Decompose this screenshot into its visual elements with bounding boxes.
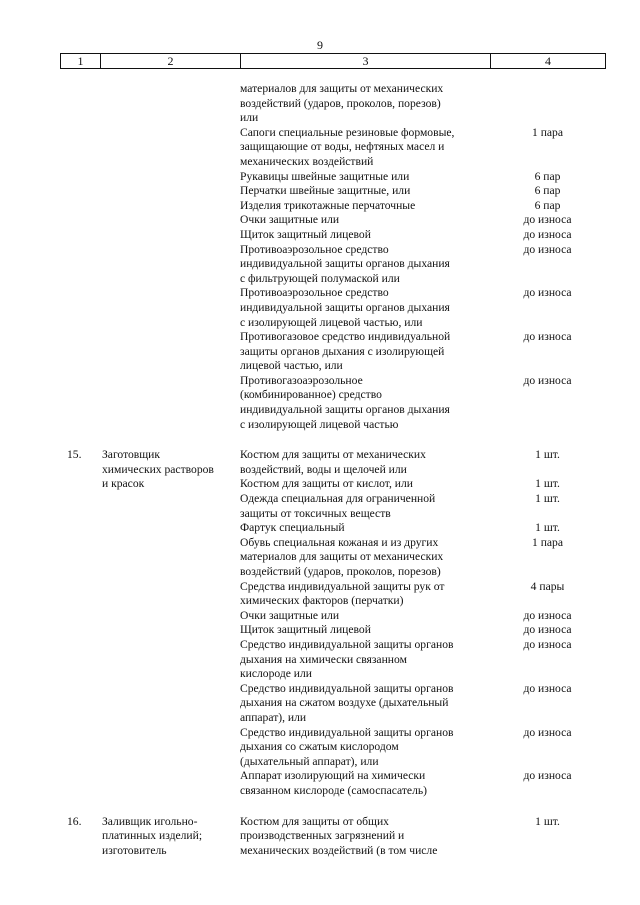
item-description: Одежда специальная для ограниченной защиты от токсичных веществ <box>240 492 436 520</box>
item-quantity: 1 шт. <box>535 477 560 491</box>
item-description: Средство индивидуальной защиты органов дыхания со сжатым кислородом (дыхательный аппарат), или <box>240 725 454 768</box>
occupation-name: Заливщик игольно- платинных изделий; изготовитель <box>102 814 203 857</box>
table-row-16 <box>0 815 640 859</box>
item-quantity: 1 пара <box>532 125 563 139</box>
item <box>0 769 640 798</box>
item-description: Щиток защитный лицевой <box>240 227 371 241</box>
item <box>0 330 640 374</box>
item <box>0 492 640 521</box>
item-description: Противогазовое средство индивидуальной защиты органов дыхания с изолирующей лицевой частью, или <box>240 330 451 373</box>
item-description: Противоаэрозольное средство индивидуальной защиты органов дыхания с изолирующей лицевой частью, или <box>240 286 450 329</box>
item-quantity: до износа <box>523 725 572 739</box>
item <box>0 228 640 243</box>
item <box>0 184 640 199</box>
item-quantity: до износа <box>523 681 572 695</box>
table-body <box>0 82 640 858</box>
item <box>0 623 640 638</box>
row-number: 15. <box>67 448 82 462</box>
item <box>0 243 640 287</box>
item-description: Изделия трикотажные перчаточные <box>240 198 416 212</box>
item-description: Противоаэрозольное средство индивидуальной защиты органов дыхания с фильтрующей полумаской или <box>240 242 450 285</box>
item <box>0 170 640 185</box>
item-description: Очки защитные или <box>240 608 340 622</box>
item <box>0 815 640 859</box>
item-quantity: до износа <box>523 373 572 387</box>
item-description: Средство индивидуальной защиты органов дыхания на сжатом воздухе (дыхательный аппарат), или <box>240 681 454 724</box>
page-number: 9 <box>317 38 323 52</box>
item-quantity: до износа <box>523 227 572 241</box>
item <box>0 726 640 770</box>
table-row-continuation <box>0 82 640 432</box>
item-description: Щиток защитный лицевой <box>240 623 371 637</box>
item-quantity: до износа <box>523 769 572 783</box>
item-quantity: до износа <box>523 623 572 637</box>
item-quantity: 4 пары <box>530 579 565 593</box>
item <box>0 609 640 624</box>
item-description: Аппарат изолирующий на химически связанном кислороде (самоспасатель) <box>240 769 428 797</box>
item-quantity: до износа <box>523 330 572 344</box>
item-quantity: 6 пар <box>534 184 561 198</box>
item <box>0 199 640 214</box>
item-description: Обувь специальная кожаная и из других материалов для защиты от механических воздействий (ударов, проколов, порезов) <box>240 535 444 578</box>
item-description: Фартук специальный <box>240 521 345 535</box>
item-quantity: 1 шт. <box>535 521 560 535</box>
item <box>0 82 640 126</box>
item-quantity: 6 пар <box>534 198 561 212</box>
item-quantity: 6 пар <box>534 169 561 183</box>
item-quantity: 1 пара <box>532 535 563 549</box>
column-header-1: 1 <box>61 54 101 69</box>
item-quantity: до износа <box>523 286 572 300</box>
item-description: Перчатки швейные защитные, или <box>240 184 411 198</box>
item-description: Средства индивидуальной защиты рук от химических факторов (перчатки) <box>240 579 445 608</box>
item-quantity: до износа <box>523 608 572 622</box>
item-description: Сапоги специальные резиновые формовые, защищающие от воды, нефтяных масел и механических воздействий <box>240 125 455 168</box>
item-description: Средство индивидуальной защиты органов дыхания на химически связанном кислороде или <box>240 637 454 681</box>
item-description: Костюм для защиты от кислот, или <box>240 477 413 491</box>
row-number: 16. <box>67 814 82 828</box>
table-row-15 <box>0 448 640 798</box>
item-quantity: 1 шт. <box>535 448 560 462</box>
item-quantity: 1 шт. <box>535 814 560 828</box>
item-description: материалов для защиты от механических воздействий (ударов, проколов, порезов) или <box>240 82 444 125</box>
item <box>0 126 640 170</box>
column-header-table <box>60 53 606 69</box>
column-header-4: 4 <box>491 54 606 69</box>
item <box>0 477 640 492</box>
column-header-3: 3 <box>241 54 491 69</box>
item-quantity: до износа <box>523 213 572 227</box>
item <box>0 374 640 432</box>
item <box>0 213 640 228</box>
item-quantity: 1 шт. <box>535 492 560 506</box>
item <box>0 682 640 726</box>
item <box>0 521 640 536</box>
item-description: Костюм для защиты от механических воздействий, воды и щелочей или <box>240 448 426 476</box>
item <box>0 580 640 609</box>
item-description: Костюм для защиты от общих производственных загрязнений и механических воздействий (в том числе <box>240 814 438 857</box>
item <box>0 448 640 477</box>
item-description: Противогазоаэрозольное (комбинированное) средство индивидуальной защиты органов дыхания с изолирующей лицевой частью <box>240 373 450 431</box>
item-description: Рукавицы швейные защитные или <box>240 169 410 183</box>
item-quantity: до износа <box>523 637 572 651</box>
item <box>0 638 640 682</box>
item-description: Очки защитные или <box>240 213 340 227</box>
column-header-2: 2 <box>101 54 241 69</box>
item <box>0 286 640 330</box>
occupation-name: Заготовщик химических растворов и красок <box>102 448 214 491</box>
item-quantity: до износа <box>523 242 572 256</box>
item <box>0 536 640 580</box>
